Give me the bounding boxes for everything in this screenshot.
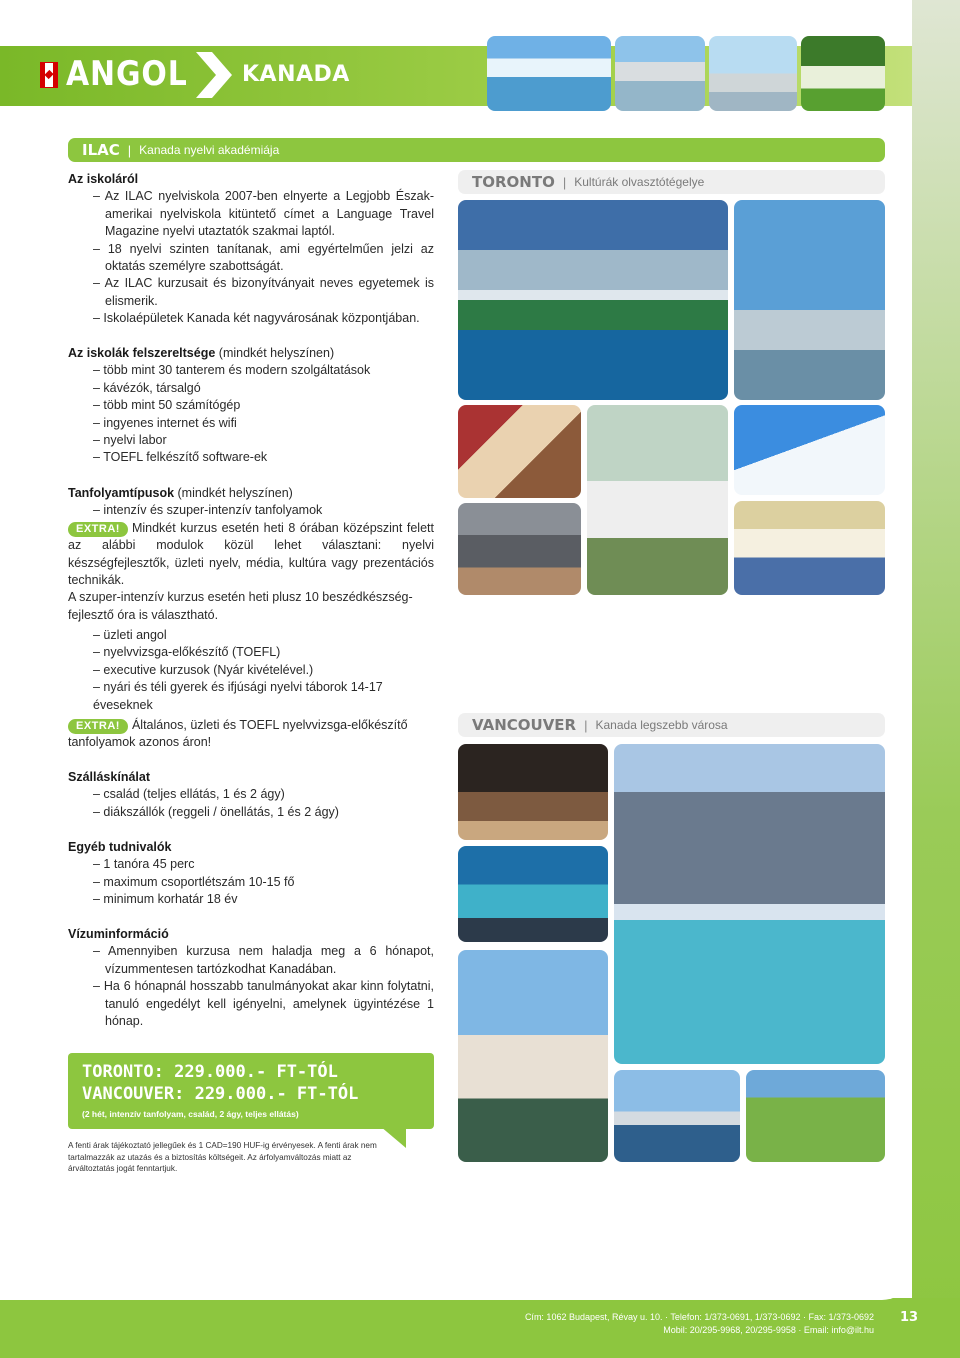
price-vancouver: VANCOUVER: 229.000.- FT-TÓL (82, 1084, 359, 1104)
course-item: – intenzív és szuper-intenzív tanfolyamok (93, 503, 323, 518)
footer-mobile: Mobil: 20/295-9968, 20/295-9958 · Email: info@ilt.hu (663, 1325, 874, 1335)
ilac-section-bar (68, 138, 885, 162)
courses-list-2 (68, 627, 434, 714)
page-number: 13 (900, 1310, 919, 1325)
page-edge-right (912, 0, 960, 1358)
about-item: – Iskolaépületek Kanada két nagyvárosának központjában. (93, 311, 420, 326)
courses-section (68, 485, 434, 624)
visa-heading: Vízuminformáció (68, 927, 169, 941)
photo-moraine-lake (458, 200, 728, 400)
separator: | (127, 142, 132, 158)
accommodation-item: – diákszállók (reggeli / önellátás, 1 és 2 ágy) (93, 804, 339, 819)
course-item: – nyelvvizsga-előkészítő (TOEFL) (93, 645, 281, 660)
courses-extra-text: Mindkét kurzus esetén heti 8 órában középszint felett az alábbi modulok közül lehet választani: nyelvi készségfejlesztők, üzleti nyelv, média, kultúra vagy prezentációs technikák. (68, 520, 434, 588)
language-title: ANGOL (66, 54, 188, 94)
photo-cn-tower (734, 200, 885, 400)
extra-badge: EXTRA! (68, 522, 128, 537)
header-photo-hikers (615, 36, 705, 111)
fineprint: A fenti árak tájékoztató jellegűek és 1 CAD=190 HUF-ig érvényesek. A fenti árak nem tartalmazzák az utazás és a biztosítás költségeit. Az árfolyamváltozás miatt az árváltoztatás jogát fenntartjuk. (68, 1141, 377, 1173)
country-title: KANADA (242, 62, 350, 87)
photo-lighthouse (458, 950, 608, 1162)
footer-contact (525, 1311, 874, 1337)
courses-heading: Tanfolyamtípusok (68, 486, 175, 500)
vancouver-subtitle: Kanada legszebb városa (595, 718, 728, 732)
toronto-name: TORONTO (472, 173, 555, 191)
photo-mountain-lake-flag (614, 744, 885, 1064)
courses-extra-2 (68, 717, 434, 752)
other-item: – 1 tanóra 45 perc (93, 857, 195, 872)
about-heading: Az iskoláról (68, 172, 139, 186)
about-item: – 18 nyelvi szinten tanítanak, ami egyértelműen jelzi az oktatás személyre szabottságát. (93, 241, 434, 274)
visa-item: – Amennyiben kurzusa nem haladja meg a 6 hónapot, vízummentesen tartózkodhat Kanadában. (93, 944, 434, 976)
courses-super-text: A szuper-intenzív kurzus esetén heti plusz 10 beszédkészség-fejlesztő óra is választható. (68, 590, 413, 622)
photo-tennis-group (587, 405, 728, 595)
courses-note: (mindkét helyszínen) (177, 486, 293, 500)
accommodation-heading: Szálláskínálat (68, 770, 150, 784)
other-heading: Egyéb tudnivalók (68, 840, 172, 854)
visa-section (68, 926, 434, 1030)
price-box (68, 1053, 434, 1129)
vancouver-name: VANCOUVER (472, 716, 577, 734)
header-photo-city-hall (709, 36, 797, 111)
price-toronto: TORONTO: 229.000.- FT-TÓL (82, 1062, 338, 1082)
photo-board-game (458, 744, 608, 840)
facility-item: – TOEFL felkészítő software-ek (93, 450, 268, 465)
about-item: – Az ILAC nyelviskola 2007-ben elnyerte a Legjobb Észak-amerikai nyelviskola kitüntető címet a Language Travel Magazine nyelvi utaztatók szakmai laptól. (93, 189, 434, 239)
footer-address: Cím: 1062 Budapest, Révay u. 10. · Telefon: 1/373-0691, 1/373-0692 · Fax: 1/373-0692 (524, 1312, 874, 1322)
facility-item: – több mint 30 tanterem és modern szolgáltatások (93, 363, 371, 378)
photo-students (458, 405, 581, 498)
accommodation-item: – család (teljes ellátás, 1 és 2 ágy) (93, 787, 285, 802)
photo-picnic (746, 1070, 885, 1162)
photo-computer-lab (734, 501, 885, 595)
vancouver-section-bar (458, 713, 885, 737)
facility-item: – nyelvi labor (93, 433, 167, 448)
visa-item: – Ha 6 hónapnál hosszabb tanulmányokat akar kinn folytatni, tanuló engedélyt kell igényelni, amelynek ügyintézése 1 hónap. (93, 979, 434, 1029)
chevron-right-icon (196, 52, 232, 98)
facility-item: – több mint 50 számítógép (93, 398, 241, 413)
header-photo-garden (801, 36, 885, 111)
course-item: – üzleti angol (93, 628, 167, 642)
about-section (68, 171, 434, 328)
facilities-heading: Az iskolák felszereltsége (68, 346, 216, 360)
facilities-section (68, 345, 434, 467)
course-item: – nyári és téli gyerek és ifjúsági nyelvi táborok 14-17 éveseknek (93, 680, 383, 712)
courses-extra2-text: Általános, üzleti és TOEFL nyelvvizsga-előkészítő tanfolyamok azonos áron! (68, 718, 408, 750)
other-item: – minimum korhatár 18 év (93, 892, 238, 907)
facilities-note: (mindkét helyszínen) (218, 346, 335, 360)
toronto-subtitle: Kultúrák olvasztótégelye (574, 175, 705, 189)
extra-badge: EXTRA! (68, 719, 128, 734)
other-item: – maximum csoportlétszám 10-15 fő (93, 874, 295, 889)
other-section (68, 839, 434, 909)
course-item: – executive kurzusok (Nyár kivételével.) (93, 662, 314, 677)
toronto-section-bar (458, 170, 885, 194)
photo-snowboarder (734, 405, 885, 495)
price-note: (2 hét, intenzív tanfolyam, család, 2 ágy, teljes ellátás) (82, 1109, 299, 1119)
accommodation-section (68, 769, 434, 821)
ilac-name: ILAC (82, 141, 120, 159)
photo-harbour (614, 1070, 740, 1162)
header-photo-niagara (487, 36, 611, 111)
about-item: – Az ILAC kurzusait és bizonyítványait neves egyetemek is elismerik. (93, 276, 434, 308)
photo-crowd (458, 503, 581, 595)
separator: | (584, 717, 588, 733)
photo-aquarium (458, 846, 608, 942)
canada-flag-icon (40, 62, 58, 88)
ilac-subtitle: Kanada nyelvi akadémiája (139, 143, 280, 157)
facility-item: – ingyenes internet és wifi (93, 415, 237, 430)
separator: | (562, 174, 567, 190)
courses-extra (68, 520, 434, 590)
facility-item: – kávézók, társalgó (93, 380, 201, 395)
